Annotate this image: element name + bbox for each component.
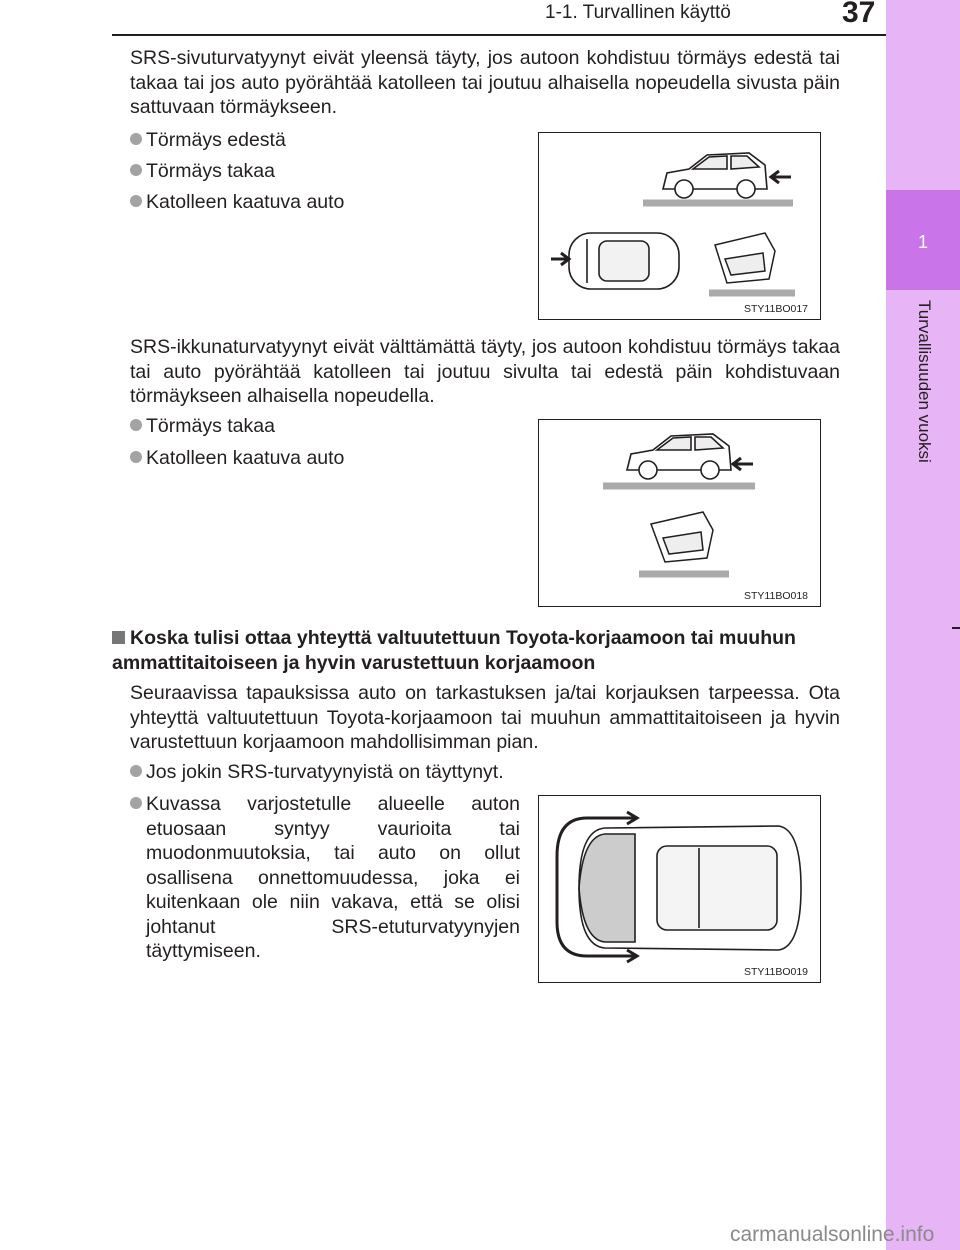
bullet-dot-icon [130,133,142,145]
watermark: carmanualsonline.info [730,1223,935,1246]
figure-curtain-airbag-collisions [538,419,821,607]
section-square-icon [112,631,125,644]
bullet-dot-icon [130,765,142,777]
header-rule [112,34,886,36]
margin-tick [952,627,960,629]
bullet-item: Kuvassa varjostetulle alueelle auton etuosaan syntyy vaurioita tai muodonmuutoksia, tai auto on ollut osallisena onnettomuudessa, joka ei kuitenkaan ole niin vakava, että se olisi johtanut SRS-etuturvatyynyjen täyttymiseen. [130,792,520,964]
section-heading: Koska tulisi ottaa yhteyttä valtuutettuun Toyota-korjaamoon tai muuhun ammattitaitoiseen ja hyvin varustettuun korjaamoon [112,627,796,674]
bullet-dot-icon [130,164,142,176]
damage-area-illustration [539,796,820,982]
collision-illustration [539,133,820,319]
figure-code: STY11BO018 [744,590,809,602]
bullet-dot-icon [130,419,142,431]
figure-side-airbag-collisions [538,132,821,320]
chapter-side-tab [886,0,960,1250]
chapter-label: Turvallisuuden vuoksi [915,300,934,463]
collision-illustration [539,420,820,606]
bullet-dot-icon [130,797,142,809]
bullet-item: Jos jokin SRS-turvatyynyistä on täyttynyt. [130,760,560,785]
bullet-item: Törmäys takaa [130,414,275,439]
figure-code: STY11BO017 [744,303,809,315]
chapter-number: 1 [917,232,928,252]
bullet-item: Katolleen kaatuva auto [130,190,344,215]
figure-code: STY11BO019 [744,966,809,978]
figure-front-damage-area [538,795,821,983]
bullet-item: Törmäys takaa [130,159,275,184]
page-number: 37 [842,0,876,29]
bullet-item: Törmäys edestä [130,128,286,153]
bullet-item: Katolleen kaatuva auto [130,446,344,471]
contact-dealer-intro: Seuraavissa tapauksissa auto on tarkastuksen ja/tai korjauksen tarpeessa. Ota yhteyttä valtuutettuun Toyota-korjaamoon tai muuhun ammattitaitoiseen ja hyvin varustettuun korjaamoon mahdollisimman pian. [130,682,840,753]
section-title: 1-1. Turvallinen käyttö [545,2,731,23]
bullet-dot-icon [130,451,142,463]
bullet-dot-icon [130,195,142,207]
side-airbags-intro: SRS-sivuturvatyynyt eivät yleensä täyty, jos autoon kohdistuu törmäys edestä tai takaa tai jos auto pyörähtää katolleen tai joutuu alhaisella nopeudella sivusta päin sattuvaan törmäykseen. [130,47,840,118]
curtain-airbags-intro: SRS-ikkunaturvatyynyt eivät välttämättä täyty, jos autoon kohdistuu törmäys takaa tai auto pyörähtää katolleen tai joutuu sivulta tai edestä päin kohdistuvaan törmäykseen alhaisella nopeudella. [130,336,840,407]
